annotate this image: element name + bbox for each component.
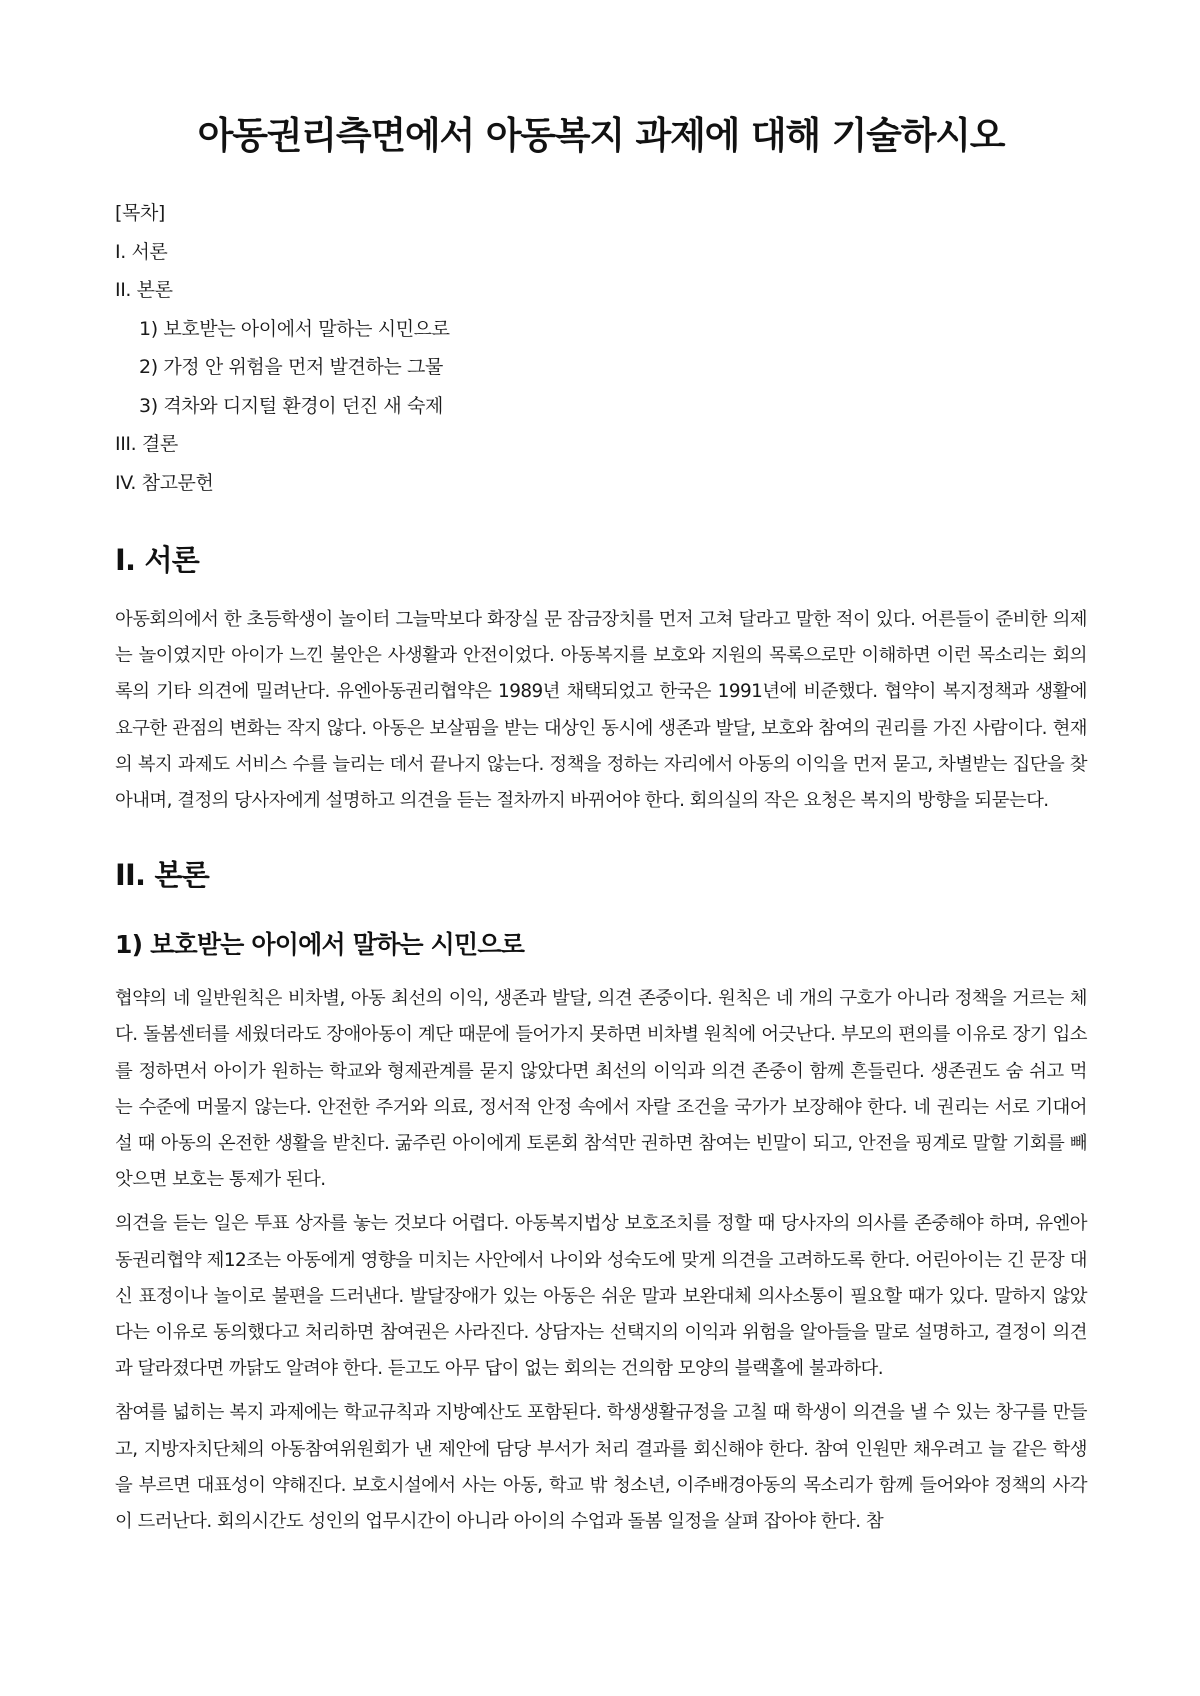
subsection-1-paragraph: 의견을 듣는 일은 투표 상자를 놓는 것보다 어렵다. 아동복지법상 보호조치를 정할 때 당사자의 의사를 존중해야 하며, 유엔아동권리협약 제12조는 아동에게 영향을 미치는 사안에서 나이와 성숙도에 맞게 의견을 고려하도록 한다. 어린아이는 긴 문장 대신 표정이나 놀이로 불편을 드러낸다. 발달장애가 있는 아동은 쉬운 말과 보완대체 의사소통이 필요할 때가 있다. 말하지 않았다는 이유로 동의했다고 처리하면 참여권은 사라진다. 상담자는 선택지의 이익과 위험을 알아들을 말로 설명하고, 결정이 의견과 달라졌다면 까닭도 알려야 한다. 듣고도 아무 답이 없는 회의는 건의함 모양의 블랙홀에 불과하다.	[115, 1213, 1087, 1380]
toc-item-intro: I. 서론	[115, 240, 168, 263]
toc-item-body-2: 2) 가정 안 위험을 먼저 발견하는 그물	[139, 356, 443, 378]
intro-section	[115, 540, 1087, 819]
toc-item-body-1: 1) 보호받는 아이에서 말하는 시민으로	[139, 317, 450, 340]
table-of-contents	[115, 194, 1087, 502]
intro-paragraph: 아동회의에서 한 초등학생이 놀이터 그늘막보다 화장실 문 잠금장치를 먼저 고쳐 달라고 말한 적이 있다. 어른들이 준비한 의제는 놀이였지만 아이가 느낀 불안은 사생활과 안전이었다. 아동복지를 보호와 지원의 목록으로만 이해하면 이런 목소리는 회의록의 기타 의견에 밀려난다. 유엔아동권리협약은 1989년 채택되었고 한국은 1991년에 비준했다. 협약이 복지정책과 생활에 요구한 관점의 변화는 작지 않다. 아동은 보살핌을 받는 대상인 동시에 생존과 발달, 보호와 참여의 권리를 가진 사람이다. 현재의 복지 과제도 서비스 수를 늘리는 데서 끝나지 않는다. 정책을 정하는 자리에서 아동의 이익을 먼저 묻고, 차별받는 집단을 찾아내며, 결정의 당사자에게 설명하고 의견을 듣는 절차까지 바뀌어야 한다. 회의실의 작은 요청은 복지의 방향을 되묻는다.	[115, 609, 1087, 812]
intro-heading: I. 서론	[115, 543, 199, 577]
toc-item-conclusion: III. 결론	[115, 433, 178, 455]
toc-list	[115, 233, 1087, 503]
toc-item-references: IV. 참고문헌	[115, 471, 214, 494]
toc-item-body: II. 본론	[115, 279, 173, 301]
toc-item-body-3: 3) 격차와 디지털 환경이 던진 새 숙제	[139, 394, 443, 417]
subsection-1-paragraph: 참여를 넓히는 복지 과제에는 학교규칙과 지방예산도 포함된다. 학생생활규정을 고칠 때 학생이 의견을 낼 수 있는 창구를 만들고, 지방자치단체의 아동참여위원회가 낸 제안에 담당 부서가 처리 결과를 회신해야 한다. 참여 인원만 채우려고 늘 같은 학생을 부르면 대표성이 약해진다. 보호시설에서 사는 아동, 학교 밖 청소년, 이주배경아동의 목소리가 함께 들어와야 정책의 사각이 드러난다. 회의시간도 성인의 업무시간이 아니라 아이의 수업과 돌봄 일정을 살펴 잡아야 한다. 참	[115, 1402, 1087, 1533]
subsection-1-heading: 1) 보호받는 아이에서 말하는 시민으로	[115, 930, 525, 960]
body-heading: II. 본론	[115, 858, 209, 893]
document-title: 아동권리측면에서 아동복지 과제에 대해 기술하시오	[197, 114, 1005, 157]
subsection-1-paragraph: 협약의 네 일반원칙은 비차별, 아동 최선의 이익, 생존과 발달, 의견 존중이다. 원칙은 네 개의 구호가 아니라 정책을 거르는 체다. 돌봄센터를 세웠더라도 장애아동이 계단 때문에 들어가지 못하면 비차별 원칙에 어긋난다. 부모의 편의를 이유로 장기 입소를 정하면서 아이가 원하는 학교와 형제관계를 묻지 않았다면 최선의 이익과 의견 존중이 함께 흔들린다. 생존권도 숨 쉬고 먹는 수준에 머물지 않는다. 안전한 주거와 의료, 정서적 안정 속에서 자랄 조건을 국가가 보장해야 한다. 네 권리는 서로 기대어 설 때 아동의 온전한 생활을 받친다. 굶주린 아이에게 토론회 참석만 권하면 참여는 빈말이 되고, 안전을 핑계로 말할 기회를 빼앗으면 보호는 통제가 된다.	[115, 988, 1087, 1191]
toc-heading: [목차]	[115, 202, 165, 224]
body-section	[115, 855, 1087, 1540]
